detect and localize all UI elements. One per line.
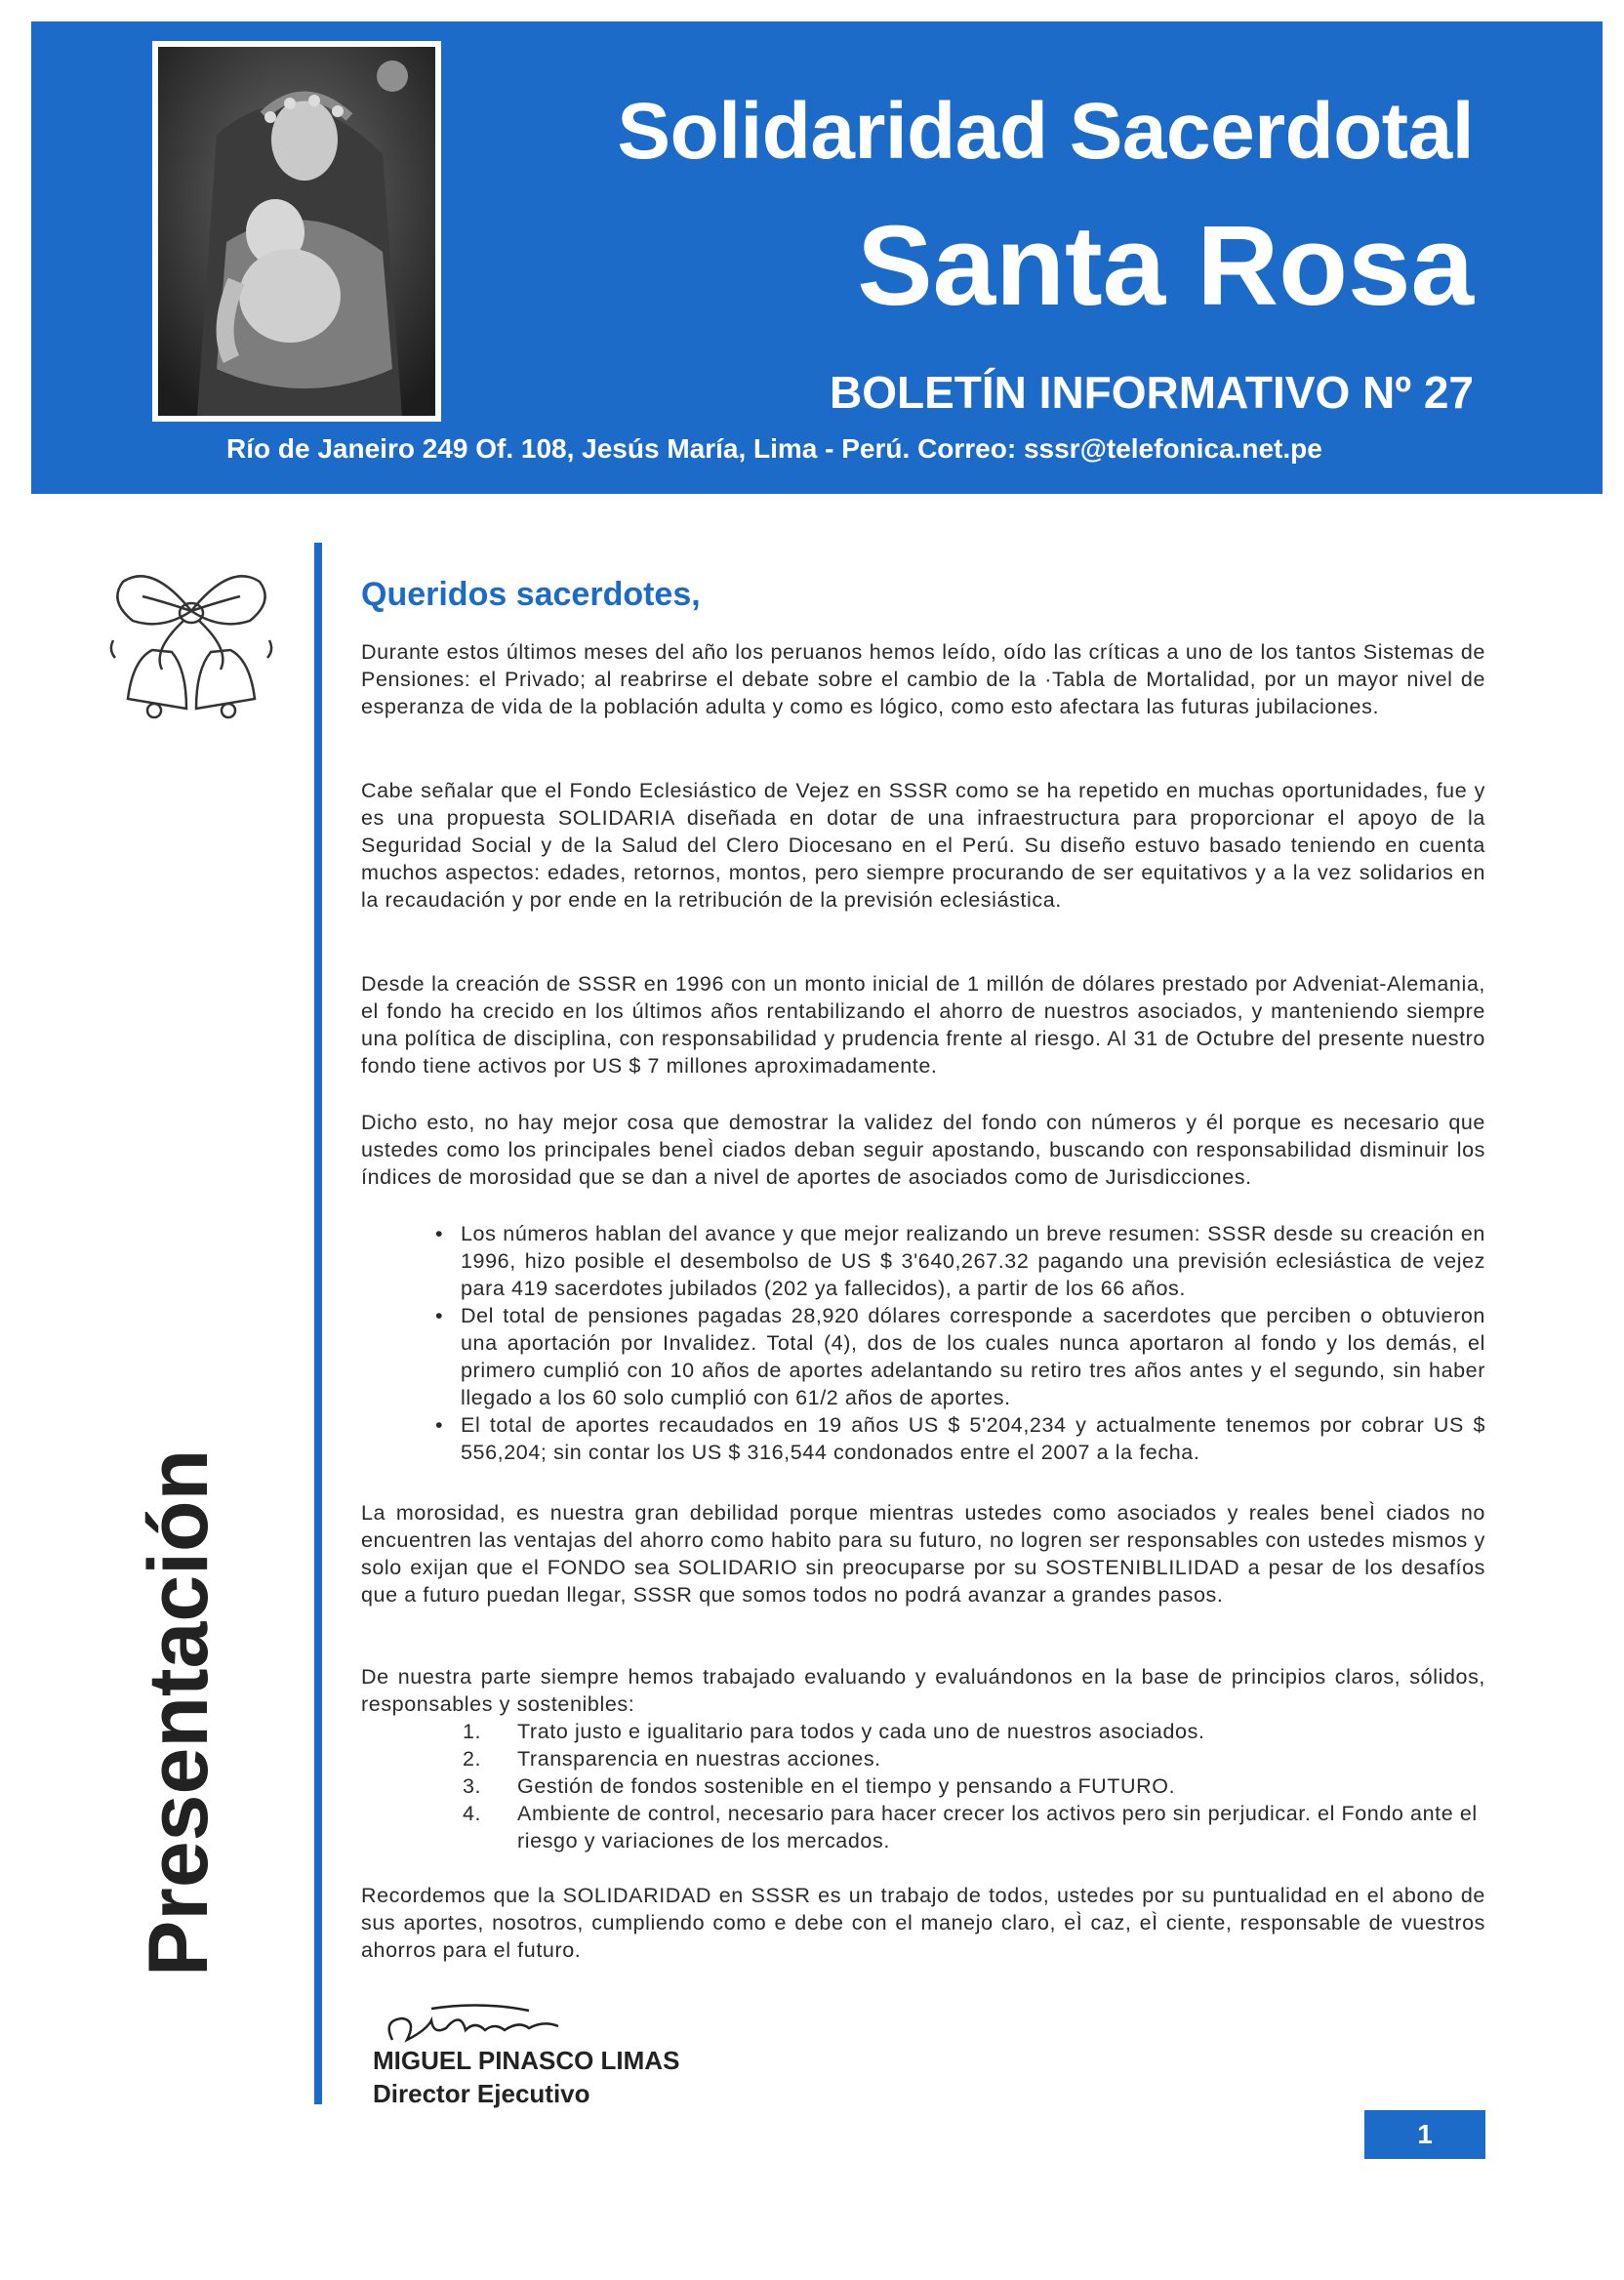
contact-address: Río de Janeiro 249 Of. 108, Jesús María, Lima - Perú. Correo: sssr@telefonica.net.pe — [226, 433, 1322, 464]
principle-item — [463, 1800, 1485, 1854]
newsletter-title-line-1: Solidaridad Sacerdotal — [617, 87, 1474, 176]
greeting: Queridos sacerdotes, — [361, 576, 701, 613]
paragraph-fund: Cabe señalar que el Fondo Eclesiástico de Vejez en SSSR como se ha repetido en muchas oportunidades, fue y es una propuesta SOLIDARIA diseñada en dotar de una infraestructura para proporcionar el apoyo de la Seguridad Social y de la Salud del Clero Diocesano en el Perú. Su diseño estuvo basado teniendo en cuenta muchos aspectos: edades, retornos, montos, pero siempre procurando de ser equitativos y a la vez solidarios en la recaudación y por ende en la retribución de la previsión eclesiástica. — [361, 779, 1485, 912]
paragraph-history: Desde la creación de SSSR en 1996 con un monto inicial de 1 millón de dólares prestado por Adveniat-Alemania, el fondo ha crecido en los últimos años rentabilizando el ahorro de nuestros asociados, y manteniendo siempre una política de disciplina, con responsabilidad y prudencia frente al riesgo. Al 31 de Octubre del presente nuestro fondo tiene activos por US $ 7 millones aproximadamente. — [361, 972, 1485, 1078]
paragraph-validity: Dicho esto, no hay mejor cosa que demostrar la validez del fondo con números y él porque es necesario que ustedes como los principales beneÌ ciados deban seguir apostando, buscando con responsabilidad disminuir los índices de morosidad que se dan a nivel de aportes de asociados como de Jurisdicciones. — [361, 1111, 1485, 1189]
newsletter-title-line-2: Santa Rosa — [857, 202, 1474, 329]
principle-text: Transparencia en nuestras acciones. — [517, 1747, 881, 1771]
principles-list — [463, 1718, 1485, 1854]
signer-name: MIGUEL PINASCO LIMAS — [373, 2046, 680, 2075]
bullet-item: • El total de aportes recaudados en 19 años US $ 5'204,234 y actualmente tenemos por cobrar US $ 556,204; sin contar los US $ 316,544 condonados entre el 2007 a la fecha. — [435, 1411, 1485, 1466]
paragraph-principles: De nuestra parte siempre hemos trabajado evaluando y evaluándonos en la base de principios claros, sólidos, responsables y sostenibles: — [361, 1665, 1485, 1716]
bulletin-number: BOLETÍN INFORMATIVO Nº 27 — [830, 367, 1474, 418]
principle-number: 1. — [463, 1720, 482, 1743]
paragraph-morosidad: La morosidad, es nuestra gran debilidad porque mientras ustedes como asociados y reales beneÌ ciados no encuentren las ventajas del ahorro como habito para su futuro, no logren ser responsables con ustedes mismos y solo exijan que el FONDO sea SOLIDARIO sin preocuparse por su SOSTENIBLILIDAD a pesar de los desafíos que a futuro puedan llegar, SSSR que somos todos no podrá avanzar a grandes pasos. — [361, 1501, 1485, 1607]
principle-item — [463, 1772, 1485, 1800]
header-banner — [31, 21, 1603, 494]
page-number: 1 — [1364, 2110, 1485, 2159]
principle-number: 2. — [463, 1747, 482, 1771]
signer-role: Director Ejecutivo — [373, 2079, 590, 2108]
virgin-and-child-portrait — [152, 41, 441, 422]
bullet-item: • Los números hablan del avance y que mejor realizando un breve resumen: SSSR desde su creación en 1996, hizo posible el desembolso de US $ 3'640,267.32 pagando una previsión eclesiástica de vejez para 419 sacerdotes jubilados (202 ya fallecidos), a partir de los 66 años. — [435, 1220, 1485, 1302]
section-title-vertical: Presentación — [132, 1448, 225, 1976]
principle-text: Trato justo e igualitario para todos y cada uno de nuestros asociados. — [517, 1720, 1205, 1743]
paragraph-intro: Durante estos últimos meses del año los peruanos hemos leído, oído las críticas a uno de los tantos Sistemas de Pensiones: el Privado; al reabrirse el debate sobre el cambio de la ·Tabla de Mortalidad, por un mayor nivel de esperanza de vida de la población adulta y como es lógico, como esto afectara las futuras jubilaciones. — [361, 640, 1485, 718]
principle-number: 4. — [463, 1802, 482, 1825]
principle-item — [463, 1718, 1485, 1745]
christmas-bells-icon — [94, 543, 289, 728]
summary-bullet-list — [435, 1220, 1485, 1466]
vertical-divider — [314, 543, 322, 2104]
bullet-item: • Del total de pensiones pagadas 28,920 dólares corresponde a sacerdotes que perciben o obtuvieron una aportación por Invalidez. Total (4), dos de los cuales nunca aportaron al fondo y los demás, el primero cumplió con 10 años de aportes adelantando su retiro tres años antes y el segundo, sin haber llegado a los 60 solo cumplió con 61/2 años de aportes. — [435, 1302, 1485, 1411]
principle-text: Ambiente de control, necesario para hacer crecer los activos pero sin perjudicar. el Fondo ante el riesgo y variaciones de los mercados. — [517, 1802, 1478, 1852]
principle-number: 3. — [463, 1774, 482, 1798]
paragraph-closing: Recordemos que la SOLIDARIDAD en SSSR es un trabajo de todos, ustedes por su puntualidad en el abono de sus aportes, nosotros, cumpliendo como e debe con el manejo claro, eÌ caz, eÌ ciente, responsable de vuestros ahorros para el futuro. — [361, 1884, 1485, 1962]
principle-text: Gestión de fondos sostenible en el tiempo y pensando a FUTURO. — [517, 1774, 1176, 1798]
principle-item — [463, 1745, 1485, 1772]
